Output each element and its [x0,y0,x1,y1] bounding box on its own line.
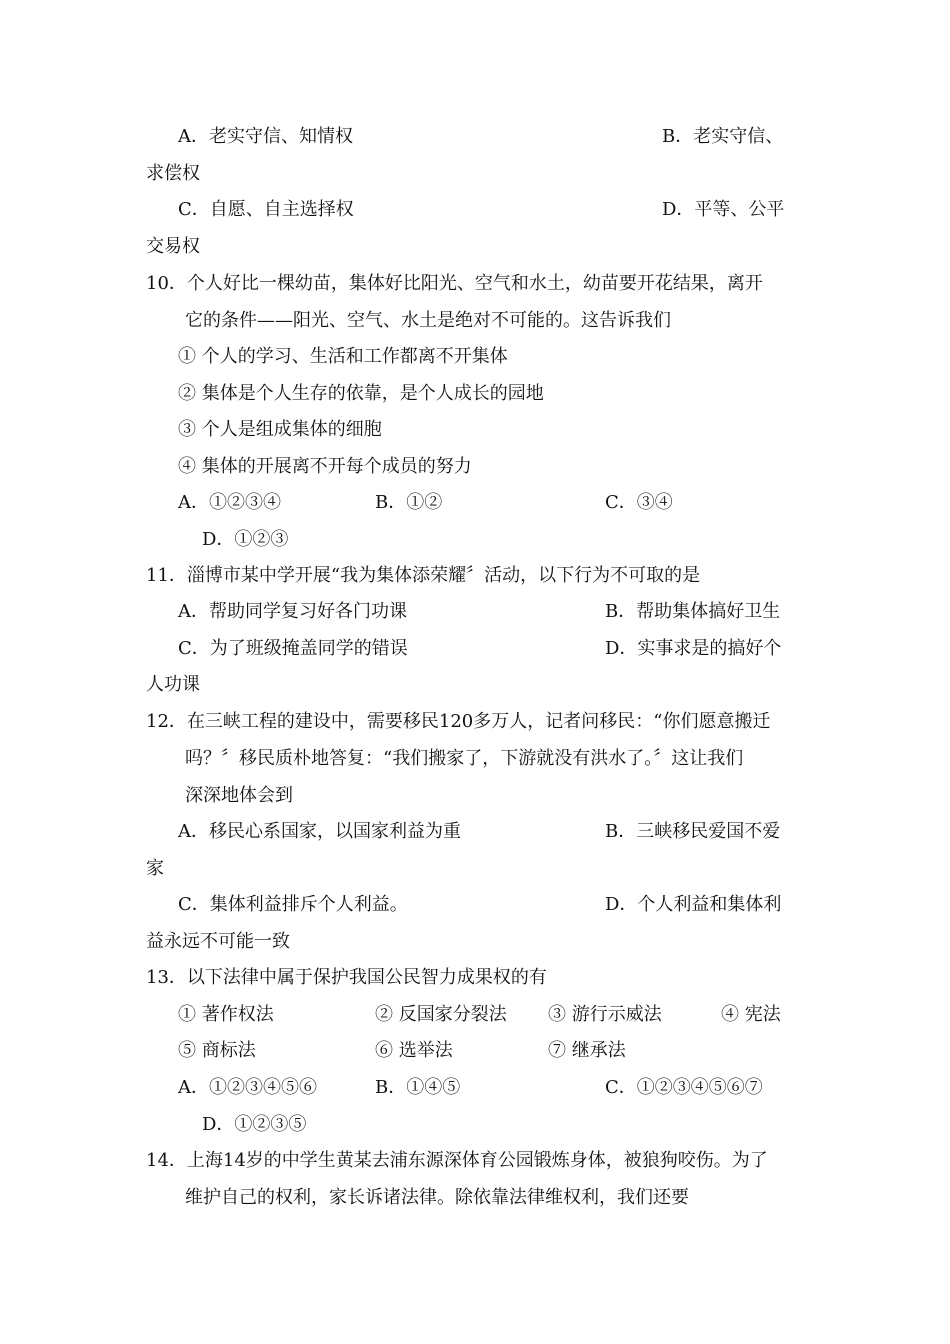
q10-option-d: D．①②③ [202,529,289,550]
q9-option-d-continued: 交易权 [146,236,200,257]
q12-option-b: B．三峡移民爱国不爱 [605,821,781,842]
q13-item-7: ⑦ 继承法 [548,1040,626,1061]
q12-option-b-continued: 家 [146,858,164,879]
q10-item-4: ④ 集体的开展离不开每个成员的努力 [178,456,472,477]
q10-option-c: C．③④ [605,492,673,513]
q11-option-a: A．帮助同学复习好各门功课 [178,601,407,622]
q12-option-c: C．集体利益排斥个人利益。 [178,894,408,915]
q13-item-6: ⑥ 选举法 [375,1040,453,1061]
q10-option-a: A．①②③④ [178,492,281,513]
q10-item-1: ① 个人的学习、生活和工作都离不开集体 [178,346,508,367]
q9-option-c: C．自愿、自主选择权 [178,199,354,220]
q12-stem-line1: 12．在三峡工程的建设中，需要移民120多万人，记者问移民：“你们愿意搬迁 [146,711,771,732]
q10-stem-line2: 它的条件——阳光、空气、水土是绝对不可能的。这告诉我们 [185,310,671,331]
q14-stem-line1: 14．上海14岁的中学生黄某去浦东源深体育公园锻炼身体，被狼狗咬伤。为了 [146,1150,768,1171]
q13-option-b: B．①④⑤ [375,1077,461,1098]
q14-stem-line2: 维护自己的权利，家长诉诸法律。除依靠法律维权利，我们还要 [185,1187,689,1208]
q9-option-b: B．老实守信、 [662,126,784,147]
q12-option-d: D．个人利益和集体利 [605,894,782,915]
q13-option-c: C．①②③④⑤⑥⑦ [605,1077,763,1098]
q10-option-b: B．①② [375,492,443,513]
q10-item-2: ② 集体是个人生存的依靠，是个人成长的园地 [178,383,544,404]
q10-stem-line1: 10．个人好比一棵幼苗，集体好比阳光、空气和水土，幼苗要开花结果，离开 [146,273,763,294]
q12-stem-line2: 吗？〞移民质朴地答复：“我们搬家了，下游就没有洪水了。〞这让我们 [185,748,744,769]
q12-option-a: A．移民心系国家，以国家利益为重 [178,821,461,842]
q13-item-2: ② 反国家分裂法 [375,1004,507,1025]
q9-option-b-continued: 求偿权 [146,163,200,184]
q11-option-d-continued: 人功课 [146,674,200,695]
q12-option-d-continued: 益永远不可能一致 [146,931,290,952]
q13-option-d: D．①②③⑤ [202,1114,307,1135]
q12-stem-line3: 深深地体会到 [185,785,293,806]
q13-item-3: ③ 游行示威法 [548,1004,662,1025]
q9-option-d: D．平等、公平 [662,199,785,220]
q10-item-3: ③ 个人是组成集体的细胞 [178,419,382,440]
q11-option-d: D．实事求是的搞好个 [605,638,782,659]
q13-stem: 13．以下法律中属于保护我国公民智力成果权的有 [146,967,547,988]
q11-option-c: C．为了班级掩盖同学的错误 [178,638,408,659]
q11-stem: 11．淄博市某中学开展“我为集体添荣耀〞活动，以下行为不可取的是 [146,565,701,586]
q13-item-1: ① 著作权法 [178,1004,274,1025]
q13-item-5: ⑤ 商标法 [178,1040,256,1061]
q13-item-4: ④ 宪法 [721,1004,781,1025]
q13-option-a: A．①②③④⑤⑥ [178,1077,317,1098]
q11-option-b: B．帮助集体搞好卫生 [605,601,781,622]
q9-option-a: A．老实守信、知情权 [178,126,353,147]
